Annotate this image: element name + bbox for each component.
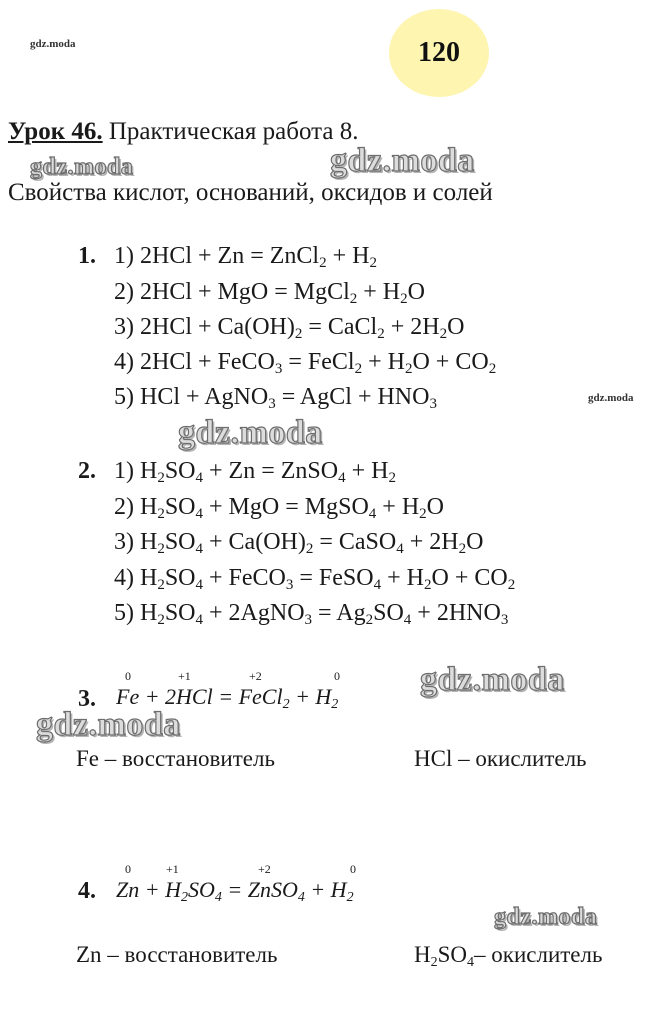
oxidation-state: +1: [178, 669, 191, 683]
reducer-label: Fe – восстановитель: [76, 746, 275, 771]
lesson-title-text: Практическая работа 8.: [108, 118, 359, 145]
redox-equation: $Zn + H_2SO_4$ = ZnSO$_4$ + $H_2$: [116, 877, 354, 905]
watermark: gdz.moda: [30, 154, 134, 180]
oxidation-state: 0: [334, 669, 340, 683]
lesson-subtitle: Свойства кислот, оснований, оксидов и солей: [8, 179, 493, 206]
reducer-label: Zn – восстановитель: [76, 942, 278, 967]
redox-equation: Fe + 2HCl = FeCl$_2$ + $H_2$: [116, 684, 339, 712]
page-number-badge: [389, 9, 489, 97]
equation-line: 4) $H_2SO_4$ + FeCO$_3$ = FeSO$_4$ + $H_2O + CO_2$: [114, 565, 516, 593]
equation-line: 2) 2HCl + MgO = MgCl$_2$ + $H_2O$: [114, 279, 425, 307]
task-number: 2.: [78, 458, 96, 484]
oxidizer-label: $H_2SO_4-$ окислитель: [414, 942, 603, 970]
task-number: 4.: [78, 878, 96, 904]
equation-line: 3) $2HCl + Ca(OH)_2$ = CaCl$_2$ + $2H_2O$: [114, 314, 465, 342]
equation-line: 5) $H_2SO_4$ + 2AgNO$_3$ = $Ag_2SO_4 + 2HNO_3$: [114, 600, 509, 628]
oxidation-state: 0: [125, 669, 131, 683]
oxidation-state: +2: [258, 862, 271, 876]
equation-line: 2) $H_2SO_4$ + MgO = MgSO$_4$ + $H_2O$: [114, 494, 444, 522]
equation-line: 5) HCl + AgNO$_3$ = AgCl + $HNO_3$: [114, 384, 437, 412]
watermark: gdz.moda: [494, 904, 598, 930]
lesson-title: [8, 118, 358, 146]
oxidizer-label: HCl – окислитель: [414, 746, 587, 771]
watermark: gdz.moda: [36, 706, 181, 743]
equation-line: 3) $H_2SO_4 + Ca(OH)_2$ = CaSO$_4$ + $2H_2O$: [114, 529, 484, 557]
watermark-small: gdz.moda: [588, 392, 634, 404]
lesson-label: Урок 46.: [8, 118, 103, 145]
oxidation-state: 0: [350, 862, 356, 876]
watermark: gdz.moda: [420, 661, 565, 698]
watermark: gdz.moda: [330, 142, 475, 179]
page-number: 120: [418, 37, 460, 68]
oxidation-state: +2: [249, 669, 262, 683]
watermark: gdz.moda: [178, 414, 323, 451]
task-number: 1.: [78, 243, 96, 269]
watermark-small: gdz.moda: [30, 38, 76, 50]
equation-line: 1) 2HCl + Zn = ZnCl$_2$ + $H_2$: [114, 243, 377, 271]
oxidation-state: +1: [166, 862, 179, 876]
equation-line: 4) 2HCl + FeCO$_3$ = FeCl$_2$ + $H_2O + CO_2$: [114, 349, 497, 377]
task-number: 3.: [78, 686, 96, 712]
oxidation-state: 0: [125, 862, 131, 876]
equation-line: 1) $H_2SO_4 + Zn$ = ZnSO$_4$ + $H_2$: [114, 458, 396, 486]
